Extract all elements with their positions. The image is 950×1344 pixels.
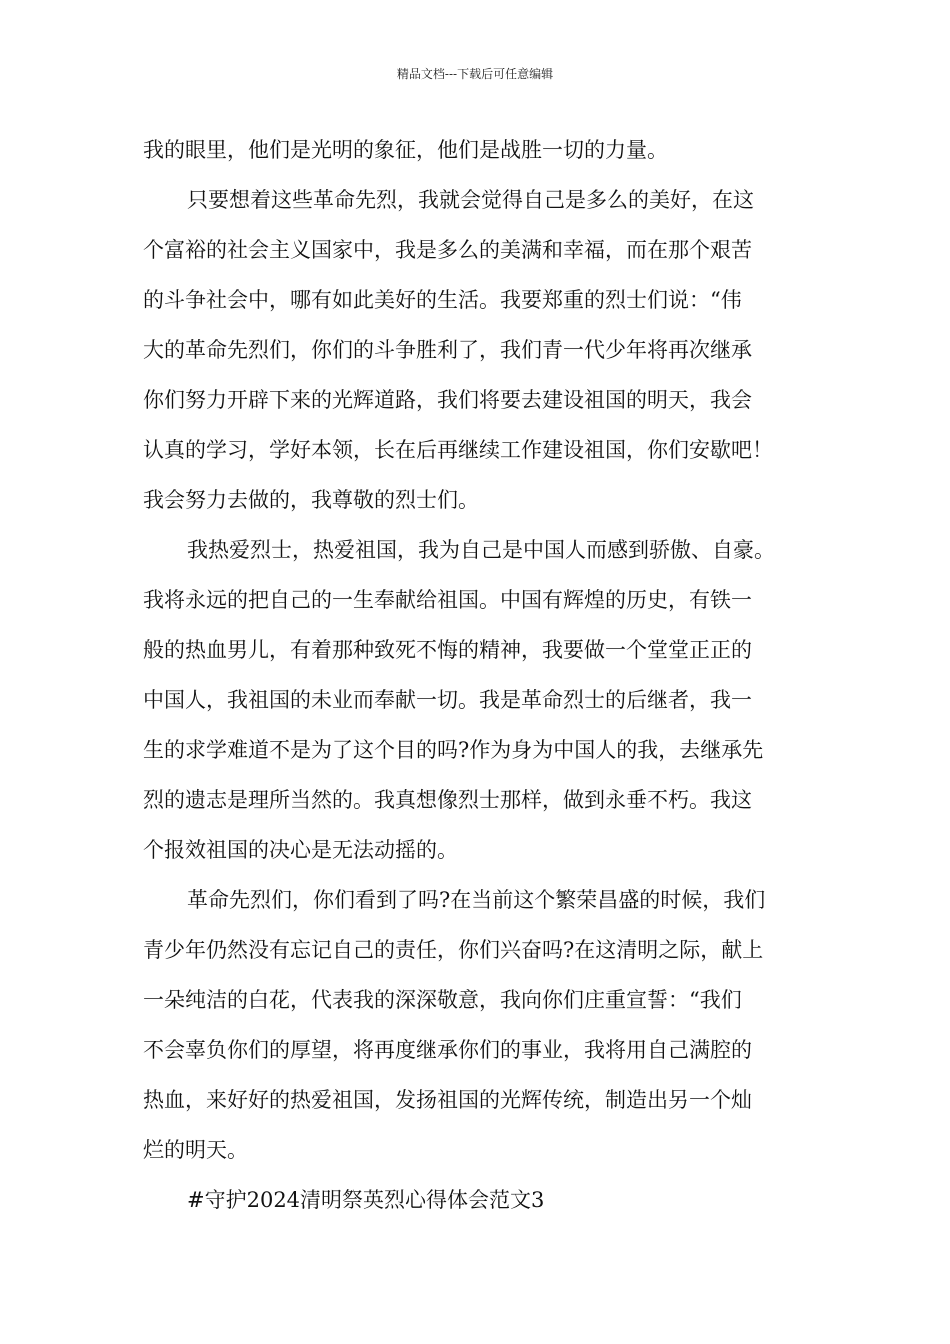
text-line: 个富裕的社会主义国家中，我是多么的美满和幸福，而在那个艰苦	[143, 238, 752, 262]
text-line: 个报效祖国的决心是无法动摇的。	[143, 838, 458, 862]
page-header: 精品文档---下载后可任意编辑	[396, 67, 554, 81]
text-line: 烂的明天。	[143, 1138, 248, 1162]
text-line: 热血，来好好的热爱祖国，发扬祖国的光辉传统，制造出另一个灿	[143, 1088, 752, 1112]
text-line: 我会努力去做的，我尊敬的烈士们。	[143, 488, 479, 512]
text-line: 革命先烈们，你们看到了吗?在当前这个繁荣昌盛的时候，我们	[187, 888, 766, 912]
text-line: 生的求学难道不是为了这个目的吗?作为身为中国人的我，去继承先	[143, 738, 764, 762]
section-heading: #守护2024清明祭英烈心得体会范文3	[187, 1188, 545, 1212]
text-line: 青少年仍然没有忘记自己的责任，你们兴奋吗?在这清明之际，献上	[143, 938, 764, 962]
text-line: 烈的遗志是理所当然的。我真想像烈士那样，做到永垂不朽。我这	[143, 788, 752, 812]
text-line: 认真的学习，学好本领，长在后再继续工作建设祖国，你们安歇吧！	[143, 438, 773, 462]
text-line: 不会辜负你们的厚望，将再度继承你们的事业，我将用自己满腔的	[143, 1038, 752, 1062]
text-line: 中国人，我祖国的未业而奉献一切。我是革命烈士的后继者，我一	[143, 688, 752, 712]
text-line: 我将永远的把自己的一生奉献给祖国。中国有辉煌的历史，有铁一	[143, 588, 752, 612]
text-line: 一朵纯洁的白花，代表我的深深敬意，我向你们庄重宣誓：“我们	[143, 988, 742, 1012]
text-line: 大的革命先烈们，你们的斗争胜利了，我们青一代少年将再次继承	[143, 338, 752, 362]
text-line: 般的热血男儿，有着那种致死不悔的精神，我要做一个堂堂正正的	[143, 638, 752, 662]
text-line: 我的眼里，他们是光明的象征，他们是战胜一切的力量。	[143, 138, 668, 162]
text-line: 我热爱烈士，热爱祖国，我为自己是中国人而感到骄傲、自豪。	[187, 538, 775, 562]
text-line: 你们努力开辟下来的光辉道路，我们将要去建设祖国的明天，我会	[143, 388, 752, 412]
text-line: 只要想着这些革命先烈，我就会觉得自己是多么的美好，在这	[187, 188, 754, 212]
document-body	[143, 125, 807, 1225]
text-line: 的斗争社会中，哪有如此美好的生活。我要郑重的烈士们说：“伟	[143, 288, 742, 312]
